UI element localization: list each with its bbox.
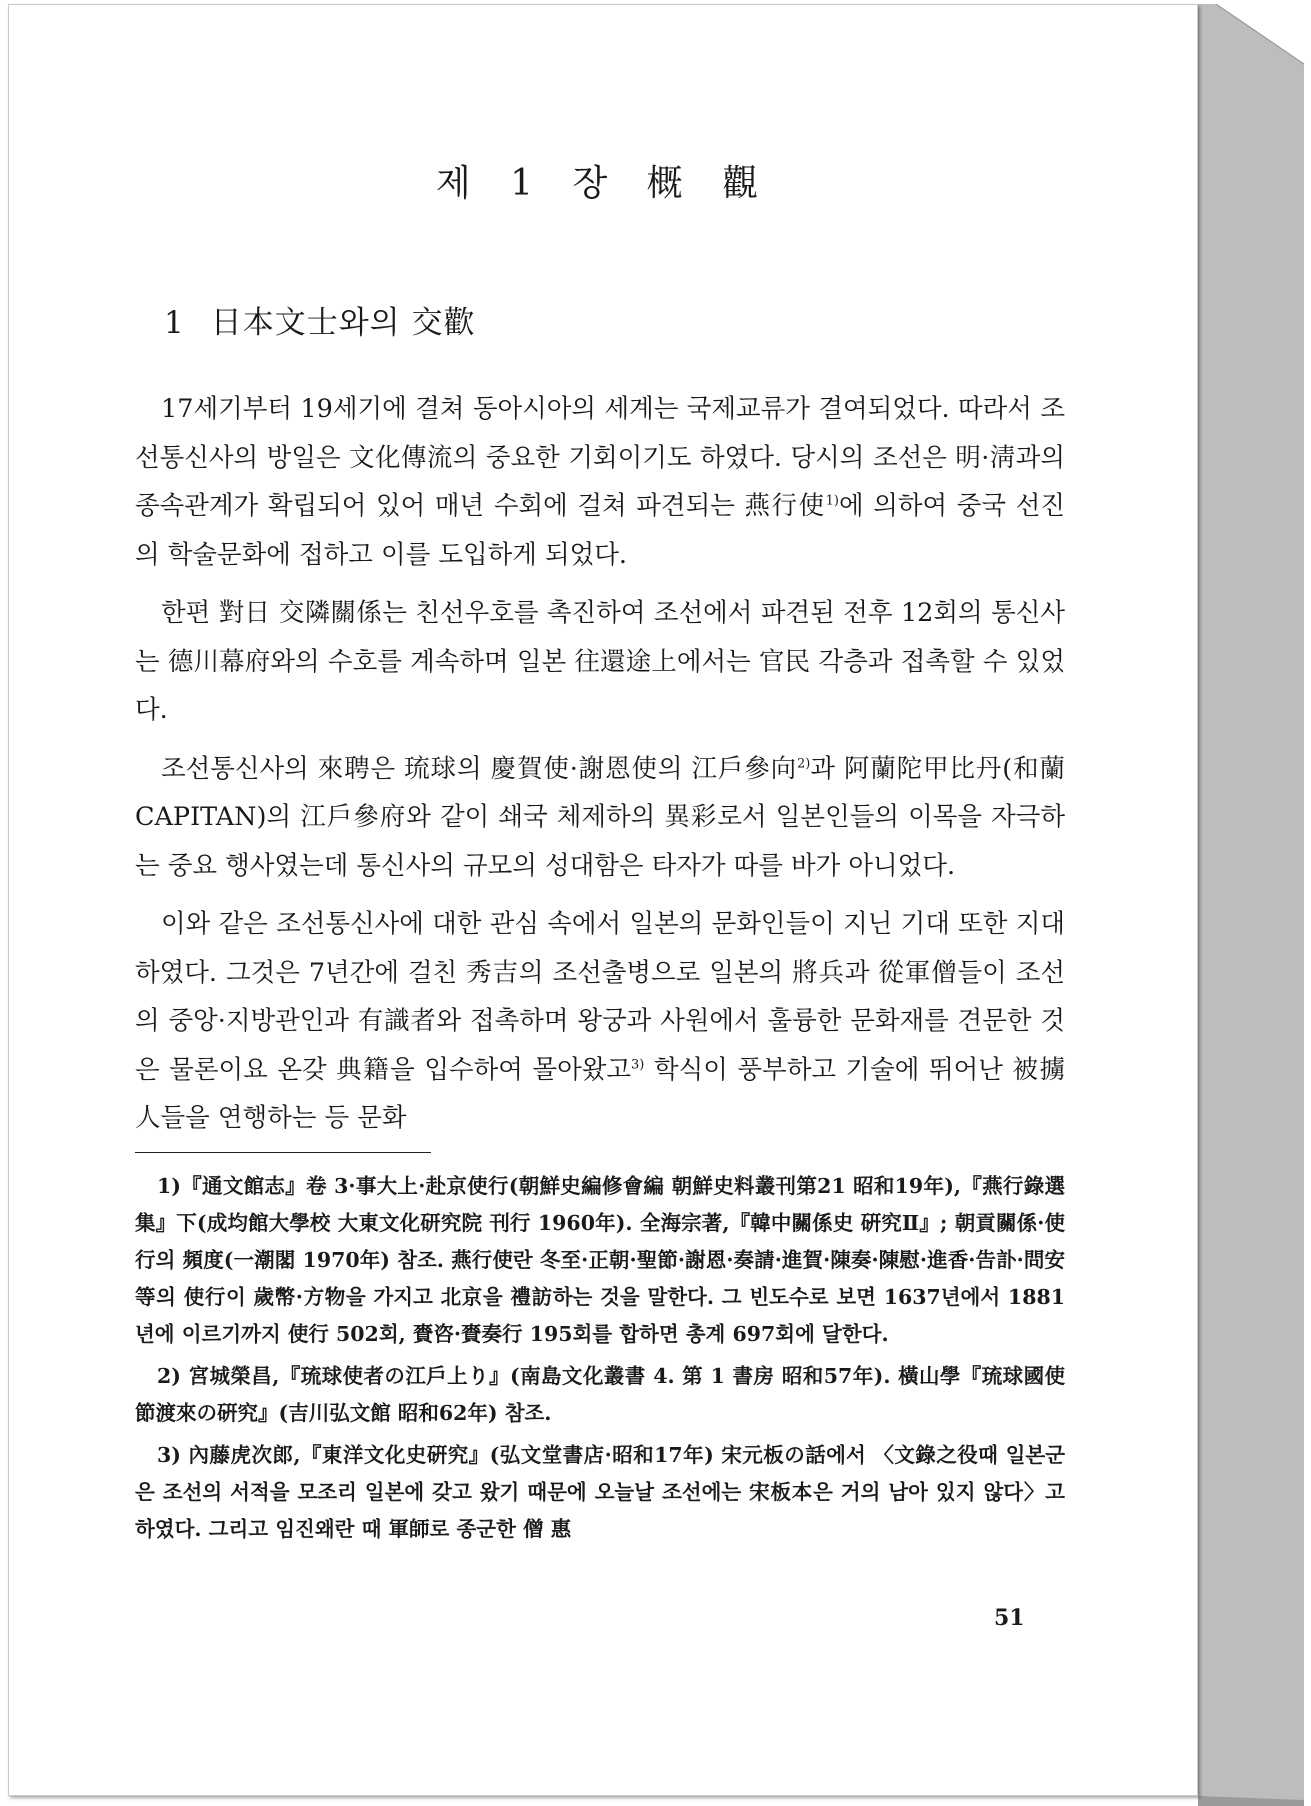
chapter-title: 제 1 장 概 觀	[435, 163, 773, 204]
footnote-3: 3) 內藤虎次郎,『東洋文化史硏究』(弘文堂書店·昭和17年) 宋元板の話에서 〈文錄之役때 일본군은 조선의 서적을 모조리 일본에 갖고 왔기 때문에 오늘날 조선에는 宋板本은 거의 남아 있지 않다〉고 하였다. 그리고 임진왜란 때 軍師로 종군한 僧 惠	[135, 1443, 1065, 1541]
book-side-edge-line	[1216, 4, 1304, 64]
paragraph-text: 17세기부터 19세기에 결쳐 동아시아의 세계는 국제교류가 결여되었다. 따라서 조선통신사의 방일은 文化傳流의 중요한 기회이기도 하였다. 당시의 조선은 明·淸과의 종속관계가 확립되어 있어 매년 수회에 걸쳐 파견되는 燕行使	[135, 394, 1065, 521]
footnote-divider	[135, 1152, 431, 1153]
page-number: 51	[994, 1605, 1025, 1631]
body-paragraph	[135, 385, 1065, 579]
paragraph-text: 과 阿蘭陀甲比丹(和蘭 CAPITAN)의 江戶參府와 같이 쇄국 체제하의 異彩로서 일본인들의 이목을 자극하는 중요 행사였는데 통신사의 규모의 성대함은 타자가 따를 바가 아니었다.	[135, 753, 1065, 881]
footnote-2: 2) 宮城榮昌,『琉球使者の江戶上り』(南島文化叢書 4. 第 1 書房 昭和57年). 橫山學『琉球國使節渡來の硏究』(吉川弘文館 昭和62年) 참조.	[135, 1364, 1065, 1425]
book-side-face	[1198, 4, 1304, 1800]
section-title: 日本文士와의 交歡	[210, 305, 476, 341]
paragraph-text: 에 의하여 중국 선진의 학술문화에 접하고 이를 도입하게 되었다.	[135, 491, 1065, 570]
footnote-ref: 3)	[631, 1057, 645, 1072]
footnote-1: 1)『通文館志』卷 3·事大上·赴京使行(朝鮮史編修會編 朝鮮史料叢刊第21 昭和19年),『燕行錄選集』下(成均館大學校 大東文化研究院 刊行 1960年). 全海宗著,『韓中關係史 硏究Ⅱ』; 朝貢關係·使行의 頻度(一潮閣 1970年) 참조. 燕行使란 冬至·正朝·聖節·謝恩·奏請·進賀·陳奏·陳慰·進香·告訃·問安等의 使行이 歲幣·方物을 가지고 北京을 禮訪하는 것을 말한다. 그 빈도수로 보면 1637년에서 1881년에 이르기까지 使行 502회, 賚咨·賚奏行 195회를 합하면 총계 697회에 달한다.	[135, 1174, 1065, 1346]
body-paragraph: 한편 對日 交隣關係는 친선우호를 촉진하여 조선에서 파견된 전후 12회의 통신사는 德川幕府와의 수호를 계속하며 일본 往還途上에서는 官民 각층과 접촉할 수 있었다.	[135, 598, 1065, 725]
paragraph-text: 이와 같은 조선통신사에 대한 관심 속에서 일본의 문화인들이 지닌 기대 또한 지대하였다. 그것은 7년간에 걸친 秀吉의 조선출병으로 일본의 將兵과 從軍僧들이 조선의 중앙·지방관인과 有識者와 접촉하며 왕궁과 사원에서 훌륭한 문화재를 견문한 것은 물론이요 온갖 典籍을 입수하여 몰아왔고	[135, 909, 1065, 1085]
body-text	[135, 385, 1065, 1153]
section-number: 1	[164, 305, 185, 341]
book-side-shade	[1198, 1796, 1304, 1806]
body-paragraph	[135, 745, 1065, 891]
footnotes	[135, 1168, 1065, 1553]
footnote-ref: 1)	[825, 493, 839, 509]
section-heading	[164, 297, 475, 342]
footnote-ref: 2)	[797, 756, 811, 771]
paragraph-text: 조선통신사의 來聘은 琉球의 慶賀使·謝恩使의 江戶參向	[161, 753, 798, 784]
body-paragraph	[135, 900, 1065, 1143]
paragraph-text: 학식이 풍부하고 기술에 뛰어난 被擄人들을 연행하는 등 문화	[135, 1054, 1065, 1133]
book-page	[8, 4, 1198, 1796]
